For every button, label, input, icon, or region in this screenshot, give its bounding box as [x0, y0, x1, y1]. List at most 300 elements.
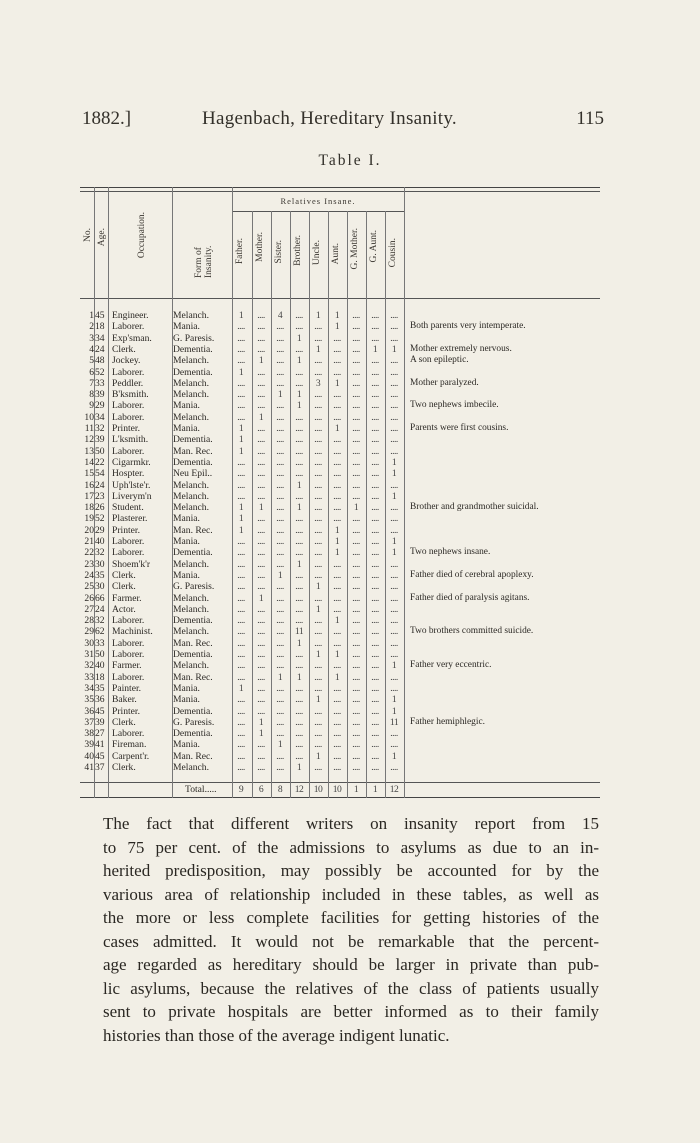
row-relative-cell: ....	[237, 603, 245, 615]
row-relative-cell: 1	[391, 547, 397, 559]
row-relative-cell: ....	[295, 615, 303, 627]
row-occupation: Clerk.	[112, 569, 136, 581]
row-relative-cell: ....	[371, 716, 379, 728]
col-header-father: Father.	[235, 238, 245, 265]
row-relative-cell: 1	[258, 502, 264, 514]
table-row	[80, 739, 600, 750]
row-relative-cell: ....	[237, 332, 245, 344]
row-relative-cell: ....	[371, 694, 379, 706]
row-relative-cell: 1	[258, 355, 264, 367]
body-paragraph	[103, 812, 599, 1047]
row-relative-cell: ....	[314, 728, 322, 740]
row-relative-cell: ....	[237, 547, 245, 559]
row-relative-cell: ....	[371, 637, 379, 649]
row-relative-cell: ....	[352, 547, 360, 559]
row-form-of-insanity: Mania.	[173, 400, 200, 412]
row-relative-cell: 1	[296, 671, 302, 683]
row-form-of-insanity: Man. Rec.	[173, 524, 213, 536]
row-relative-cell: ....	[295, 423, 303, 434]
row-relative-cell: ....	[333, 502, 341, 514]
row-relative-cell: 1	[315, 581, 321, 593]
row-relative-cell: ....	[276, 343, 284, 355]
row-relative-cell: ....	[237, 411, 245, 423]
row-relative-cell: ....	[390, 569, 398, 581]
row-number: 37	[84, 716, 94, 728]
row-form-of-insanity: Dementia.	[173, 434, 213, 446]
row-relative-cell: ....	[237, 479, 245, 491]
row-relative-cell: ....	[352, 377, 360, 389]
row-relative-cell: ....	[314, 332, 322, 344]
row-relative-cell: ....	[295, 660, 303, 672]
row-form-of-insanity: Dementia.	[173, 366, 213, 378]
row-relative-cell: ....	[295, 705, 303, 717]
row-relative-cell: ....	[333, 739, 341, 751]
row-relative-cell: ....	[276, 321, 284, 333]
table-row	[80, 412, 600, 423]
row-number: 38	[84, 728, 94, 740]
row-relative-cell: ....	[371, 682, 379, 694]
total-cousin: 12	[389, 784, 399, 795]
row-relative-cell: ....	[352, 694, 360, 706]
row-number: 22	[84, 547, 94, 559]
row-relative-cell: ....	[237, 750, 245, 762]
row-relative-cell: ....	[314, 739, 322, 751]
row-relative-cell: ....	[276, 705, 284, 717]
row-remark: Two nephews imbecile.	[410, 400, 499, 411]
row-relative-cell: ....	[371, 728, 379, 740]
row-relative-cell: 1	[238, 310, 244, 321]
row-age: 30	[95, 558, 105, 570]
row-relative-cell: ....	[352, 513, 360, 525]
paragraph-line: cases admitted. It would not be remarkable that the percent-	[103, 931, 599, 951]
row-relative-cell: ....	[314, 411, 322, 423]
row-relative-cell: ....	[390, 649, 398, 660]
row-age: 18	[95, 671, 105, 683]
row-relative-cell: ....	[333, 682, 341, 694]
row-relative-cell: ....	[333, 468, 341, 480]
row-relative-cell: ....	[352, 321, 360, 333]
row-occupation: Clerk.	[112, 581, 136, 593]
row-age: 36	[95, 694, 105, 706]
col-header-brother: Brother.	[293, 235, 303, 266]
total-brother: 12	[294, 784, 304, 795]
row-number: 30	[84, 637, 94, 649]
row-form-of-insanity: Dementia.	[173, 615, 213, 627]
row-relative-cell: 1	[334, 649, 340, 660]
header-title: Hagenbach, Hereditary Insanity.	[202, 108, 457, 129]
row-relative-cell: ....	[390, 739, 398, 751]
row-relative-cell: ....	[333, 445, 341, 457]
row-number: 39	[84, 739, 94, 751]
row-relative-cell: ....	[352, 603, 360, 615]
paragraph-line: sent to private hospitals are better informed as to their family	[103, 1002, 599, 1021]
row-form-of-insanity: G. Paresis.	[173, 581, 215, 593]
table-row	[80, 491, 600, 502]
row-occupation: Laborer.	[112, 445, 145, 457]
row-relative-cell: ....	[352, 411, 360, 423]
row-relative-cell: ....	[352, 569, 360, 581]
row-relative-cell: ....	[257, 603, 265, 615]
row-occupation: Cigarmkr.	[112, 456, 151, 468]
row-remark: Father died of cerebral apoplexy.	[410, 569, 534, 580]
row-age: 29	[95, 400, 105, 412]
row-relative-cell: ....	[295, 547, 303, 559]
row-relative-cell: 1	[296, 762, 302, 773]
row-form-of-insanity: Melanch.	[173, 490, 209, 502]
row-relative-cell: 1	[296, 355, 302, 367]
row-form-of-insanity: Dementia.	[173, 456, 213, 468]
row-occupation: Printer.	[112, 705, 140, 717]
row-relative-cell: ....	[314, 569, 322, 581]
row-occupation: Laborer.	[112, 536, 145, 547]
row-relative-cell: ....	[257, 705, 265, 717]
row-relative-cell: ....	[257, 310, 265, 321]
row-relative-cell: ....	[371, 615, 379, 627]
row-relative-cell: ....	[333, 366, 341, 378]
table-total-row	[80, 784, 600, 796]
row-age: 62	[95, 626, 105, 638]
row-relative-cell: ....	[371, 558, 379, 570]
row-relative-cell: ....	[276, 615, 284, 627]
row-relative-cell: ....	[371, 649, 379, 660]
row-form-of-insanity: Dementia.	[173, 547, 213, 559]
row-relative-cell: ....	[295, 682, 303, 694]
row-relative-cell: 1	[315, 750, 321, 762]
row-occupation: Clerk.	[112, 343, 136, 355]
row-relative-cell: ....	[352, 434, 360, 446]
row-relative-cell: ....	[295, 456, 303, 468]
row-relative-cell: ....	[295, 728, 303, 740]
row-relative-cell: 1	[258, 728, 264, 740]
row-relative-cell: ....	[371, 321, 379, 333]
row-relative-cell: ....	[314, 558, 322, 570]
row-relative-cell: 1	[277, 739, 283, 751]
row-relative-cell: ....	[371, 660, 379, 672]
table-row	[80, 559, 600, 570]
row-relative-cell: ....	[390, 626, 398, 638]
row-occupation: Printer.	[112, 423, 140, 434]
row-relative-cell: ....	[257, 649, 265, 660]
row-form-of-insanity: Mania.	[173, 321, 200, 333]
row-relative-cell: ....	[371, 411, 379, 423]
row-occupation: Plasterer.	[112, 513, 148, 525]
table-row	[80, 344, 600, 355]
row-occupation: Jockey.	[112, 355, 141, 367]
row-relative-cell: ....	[371, 603, 379, 615]
row-relative-cell: ....	[352, 592, 360, 604]
row-relative-cell: 1	[277, 671, 283, 683]
total-gaunt: 1	[372, 784, 378, 795]
paragraph-line: the more or less complete facilities for getting histories of the	[103, 908, 599, 927]
table-row	[80, 389, 600, 400]
row-relative-cell: ....	[371, 434, 379, 446]
row-relative-cell: ....	[257, 660, 265, 672]
row-relative-cell: ....	[352, 626, 360, 638]
row-occupation: Engineer.	[112, 310, 149, 321]
row-relative-cell: ....	[333, 558, 341, 570]
row-relative-cell: ....	[352, 310, 360, 321]
row-relative-cell: ....	[371, 490, 379, 502]
row-relative-cell: ....	[257, 445, 265, 457]
row-relative-cell: ....	[352, 479, 360, 491]
row-relative-cell: ....	[295, 649, 303, 660]
row-relative-cell: 4	[277, 310, 283, 321]
row-relative-cell: ....	[276, 502, 284, 514]
table-row	[80, 615, 600, 626]
total-gmother: 1	[353, 784, 359, 795]
row-relative-cell: ....	[257, 547, 265, 559]
row-remark: Parents were first cousins.	[410, 423, 509, 433]
row-relative-cell: ....	[276, 547, 284, 559]
row-age: 32	[95, 423, 105, 434]
row-relative-cell: ....	[276, 468, 284, 480]
row-relative-cell: ....	[314, 660, 322, 672]
table-row	[80, 513, 600, 524]
row-relative-cell: ....	[237, 716, 245, 728]
row-relative-cell: ....	[333, 479, 341, 491]
row-relative-cell: ....	[371, 366, 379, 378]
row-age: 37	[95, 762, 105, 773]
row-relative-cell: ....	[276, 536, 284, 547]
row-relative-cell: ....	[276, 524, 284, 536]
total-uncle: 10	[313, 784, 323, 795]
row-age: 52	[95, 513, 105, 525]
row-form-of-insanity: Mania.	[173, 536, 200, 547]
row-age: 24	[95, 603, 105, 615]
row-relative-cell: ....	[257, 626, 265, 638]
row-relative-cell: ....	[333, 603, 341, 615]
row-relative-cell: 1	[277, 389, 283, 401]
row-age: 29	[95, 524, 105, 536]
row-age: 45	[95, 705, 105, 717]
table-row	[80, 310, 600, 321]
row-relative-cell: ....	[352, 682, 360, 694]
row-number: 9	[89, 400, 94, 412]
row-relative-cell: ....	[314, 705, 322, 717]
row-relative-cell: ....	[276, 479, 284, 491]
row-remark: Mother paralyzed.	[410, 377, 479, 388]
row-age: 39	[95, 716, 105, 728]
row-relative-cell: ....	[352, 558, 360, 570]
table-row	[80, 502, 600, 513]
row-occupation: Farmer.	[112, 592, 142, 604]
row-relative-cell: ....	[371, 547, 379, 559]
row-relative-cell: ....	[333, 581, 341, 593]
row-relative-cell: ....	[352, 649, 360, 660]
row-relative-cell: ....	[257, 739, 265, 751]
row-number: 25	[84, 581, 94, 593]
row-number: 33	[84, 671, 94, 683]
row-relative-cell: ....	[390, 411, 398, 423]
row-occupation: Laborer.	[112, 671, 145, 683]
row-relative-cell: ....	[352, 332, 360, 344]
row-relative-cell: 1	[296, 502, 302, 514]
row-relative-cell: 1	[391, 660, 397, 672]
row-relative-cell: 1	[391, 750, 397, 762]
row-relative-cell: ....	[276, 445, 284, 457]
row-relative-cell: ....	[314, 536, 322, 547]
row-relative-cell: ....	[352, 728, 360, 740]
row-relative-cell: ....	[352, 445, 360, 457]
row-number: 34	[84, 682, 94, 694]
row-number: 28	[84, 615, 94, 627]
row-occupation: Peddler.	[112, 377, 144, 389]
row-form-of-insanity: Melanch.	[173, 479, 209, 491]
row-occupation: Machinist.	[112, 626, 153, 638]
row-relative-cell: ....	[390, 366, 398, 378]
row-relative-cell: ....	[257, 671, 265, 683]
row-relative-cell: ....	[371, 513, 379, 525]
row-relative-cell: ....	[237, 321, 245, 333]
row-relative-cell: 1	[334, 423, 340, 434]
row-relative-cell: 1	[315, 649, 321, 660]
row-relative-cell: ....	[333, 569, 341, 581]
paragraph-line: The fact that different writers on insanity report from 15	[103, 814, 599, 833]
row-relative-cell: 1	[296, 332, 302, 344]
row-relative-cell: 3	[315, 377, 321, 389]
row-age: 40	[95, 536, 105, 547]
table-row	[80, 593, 600, 604]
row-relative-cell: ....	[257, 468, 265, 480]
row-relative-cell: ....	[257, 569, 265, 581]
row-form-of-insanity: Melanch.	[173, 660, 209, 672]
row-number: 2	[89, 321, 94, 333]
row-relative-cell: ....	[237, 739, 245, 751]
row-relative-cell: ....	[333, 490, 341, 502]
row-form-of-insanity: Man. Rec.	[173, 750, 213, 762]
row-number: 21	[84, 536, 94, 547]
row-relative-cell: 11	[294, 626, 304, 638]
row-relative-cell: ....	[333, 762, 341, 773]
row-remark: Mother extremely nervous.	[410, 343, 512, 354]
row-occupation: Clerk.	[112, 762, 136, 773]
row-relative-cell: ....	[237, 592, 245, 604]
row-occupation: Baker.	[112, 694, 137, 706]
row-relative-cell: ....	[371, 456, 379, 468]
row-relative-cell: ....	[295, 581, 303, 593]
row-relative-cell: ....	[276, 762, 284, 773]
row-relative-cell: ....	[314, 762, 322, 773]
row-relative-cell: ....	[314, 513, 322, 525]
row-relative-cell: ....	[390, 400, 398, 412]
table-row	[80, 660, 600, 671]
row-relative-cell: 1	[315, 603, 321, 615]
row-form-of-insanity: Mania.	[173, 739, 200, 751]
row-relative-cell: 1	[334, 615, 340, 627]
row-form-of-insanity: Melanch.	[173, 310, 209, 321]
row-form-of-insanity: Melanch.	[173, 502, 209, 514]
row-relative-cell: ....	[237, 615, 245, 627]
row-relative-cell: ....	[352, 423, 360, 434]
row-age: 22	[95, 456, 105, 468]
total-father: 9	[238, 784, 244, 795]
row-form-of-insanity: Man. Rec.	[173, 445, 213, 457]
row-relative-cell: ....	[276, 423, 284, 434]
row-relative-cell: ....	[390, 728, 398, 740]
relatives-insane-heading: Relatives Insane.	[280, 196, 356, 206]
row-relative-cell: ....	[371, 536, 379, 547]
row-relative-cell: ....	[314, 445, 322, 457]
col-header-gaunt: G. Aunt.	[369, 230, 379, 263]
row-relative-cell: ....	[371, 739, 379, 751]
paragraph-line: age regarded as hereditary should be larger in private than pub-	[103, 955, 599, 974]
row-age: 40	[95, 660, 105, 672]
row-age: 33	[95, 637, 105, 649]
paragraph-line: various area of relationship included in these tables, as well as	[103, 884, 599, 904]
row-relative-cell: ....	[390, 592, 398, 604]
row-age: 33	[95, 377, 105, 389]
row-form-of-insanity: G. Paresis.	[173, 716, 215, 728]
row-relative-cell: ....	[333, 400, 341, 412]
row-relative-cell: 1	[353, 502, 359, 514]
row-relative-cell: ....	[276, 637, 284, 649]
row-number: 20	[84, 524, 94, 536]
row-occupation: Farmer.	[112, 660, 142, 672]
row-relative-cell: ....	[237, 626, 245, 638]
row-relative-cell: 1	[334, 671, 340, 683]
row-relative-cell: ....	[352, 490, 360, 502]
row-relative-cell: ....	[314, 389, 322, 401]
row-occupation: Laborer.	[112, 411, 145, 423]
row-relative-cell: ....	[352, 762, 360, 773]
row-relative-cell: ....	[314, 366, 322, 378]
row-relative-cell: ....	[333, 355, 341, 367]
row-relative-cell: 1	[296, 389, 302, 401]
row-relative-cell: ....	[276, 592, 284, 604]
row-relative-cell: ....	[295, 490, 303, 502]
row-relative-cell: ....	[314, 423, 322, 434]
row-age: 27	[95, 728, 105, 740]
row-relative-cell: ....	[314, 547, 322, 559]
row-relative-cell: ....	[276, 660, 284, 672]
row-age: 39	[95, 389, 105, 401]
row-relative-cell: ....	[352, 739, 360, 751]
row-relative-cell: ....	[295, 750, 303, 762]
row-relative-cell: ....	[371, 377, 379, 389]
row-relative-cell: ....	[237, 377, 245, 389]
row-relative-cell: ....	[257, 400, 265, 412]
total-sister: 8	[277, 784, 283, 795]
row-relative-cell: ....	[276, 694, 284, 706]
row-age: 66	[95, 592, 105, 604]
row-relative-cell: ....	[276, 332, 284, 344]
row-relative-cell: ....	[237, 389, 245, 401]
row-relative-cell: ....	[295, 716, 303, 728]
row-number: 12	[84, 434, 94, 446]
row-relative-cell: ....	[390, 434, 398, 446]
row-number: 29	[84, 626, 94, 638]
col-header-cousin: Cousin.	[388, 238, 398, 268]
row-relative-cell: ....	[237, 400, 245, 412]
row-occupation: Shoem'k'r	[112, 558, 151, 570]
row-number: 41	[84, 762, 94, 773]
row-number: 26	[84, 592, 94, 604]
row-relative-cell: ....	[352, 524, 360, 536]
row-occupation: Laborer.	[112, 547, 145, 559]
row-form-of-insanity: Mania.	[173, 694, 200, 706]
row-relative-cell: ....	[314, 615, 322, 627]
row-relative-cell: ....	[295, 569, 303, 581]
paragraph-line: histories than those of the average indigent lunatic.	[103, 1025, 450, 1045]
row-remark: Both parents very intemperate.	[410, 321, 526, 332]
row-relative-cell: ....	[276, 456, 284, 468]
row-age: 52	[95, 366, 105, 378]
row-occupation: Laborer.	[112, 637, 145, 649]
row-number: 15	[84, 468, 94, 480]
row-age: 39	[95, 434, 105, 446]
row-relative-cell: ....	[237, 660, 245, 672]
row-remark: Father died of paralysis agitans.	[410, 592, 530, 603]
